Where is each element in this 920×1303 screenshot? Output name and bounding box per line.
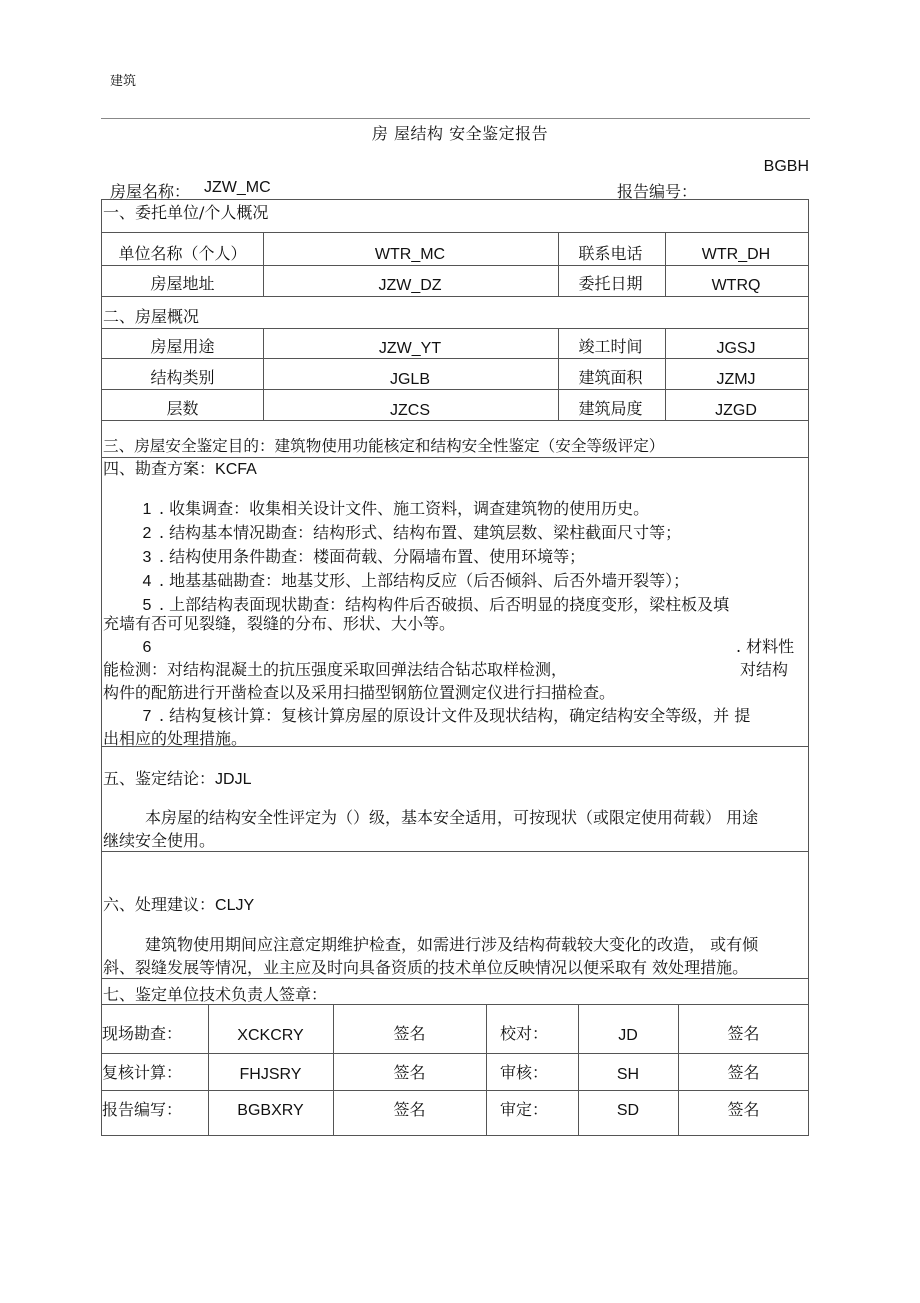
house-name-label: 房屋名称：	[110, 182, 191, 201]
completion-label: 竣工时间	[578, 337, 643, 356]
list-item: 3 . 结构使用条件勘查：楼面荷载、分隔墙布置、使用环境等；	[142, 547, 586, 566]
signature-field[interactable]: 签名	[727, 1100, 760, 1119]
section2-heading: 二、房屋概况	[103, 307, 200, 326]
floors-label: 层数	[166, 399, 199, 418]
report-number-label: 报告编号：	[617, 182, 698, 201]
rule	[102, 978, 808, 979]
signature-field[interactable]: 签名	[727, 1063, 760, 1082]
address-label: 房屋地址	[150, 274, 215, 293]
section6-heading	[103, 895, 254, 916]
usage-label: 房屋用途	[150, 337, 215, 356]
rule	[102, 328, 808, 329]
section4-heading-label: 四、勘查方案：	[103, 459, 216, 478]
signature-field[interactable]: 签名	[727, 1024, 760, 1043]
unit-name-label: 单位名称（个人）	[118, 244, 247, 263]
structure-type-value: JGLB	[389, 371, 430, 388]
item6-line2: 能检测：对结构混凝土的抗压强度采取回弹法结合钻芯取样检测，	[103, 660, 568, 679]
list-item: 5 . 上部结构表面现状勘查：结构构件后否破损、后否明显的挠度变形，梁柱板及填	[142, 595, 730, 614]
usage-value: JZW_YT	[378, 340, 442, 357]
structure-type-label: 结构类别	[150, 368, 215, 387]
completion-value: JGSJ	[716, 340, 756, 357]
section1-heading: 一、委托单位/个人概况	[103, 203, 269, 222]
section7-heading: 七、鉴定单位技术负责人签章：	[103, 985, 328, 1004]
item7-line: 7 . 结构复核计算：复核计算房屋的原设计文件及现状结构，确定结构安全等级，并 提	[142, 706, 751, 725]
survey-plan-list	[135, 497, 807, 617]
section4-heading	[103, 459, 257, 480]
rule	[486, 1004, 487, 1135]
section5-heading	[103, 769, 251, 790]
entrust-date-value: WTRQ	[711, 277, 761, 294]
rule	[102, 232, 808, 233]
signature-field[interactable]: 签名	[393, 1024, 426, 1043]
report-code: BGBH	[763, 158, 809, 175]
section5-heading-label: 五、鉴定结论：	[103, 769, 216, 788]
list-item: 2 . 结构基本情况勘查：结构形式、结构布置、建筑层数、梁柱截面尺寸等；	[142, 523, 682, 542]
report-title: 房 屋结构 安全鉴定报告	[371, 124, 549, 143]
sign-row-label2: 校对：	[500, 1024, 549, 1043]
signature-field[interactable]: 签名	[393, 1100, 426, 1119]
suggestion-line2: 斜、裂缝发展等情况，业主应及时向具备资质的技术单位反映情况以便采取有 效处理措施。	[103, 958, 749, 977]
item6-number: 6	[142, 639, 152, 656]
list-item: 1 . 收集调查：收集相关设计文件、施工资料，调查建筑物的使用历史。	[142, 499, 650, 518]
item6-line3: 构件的配筋进行开凿检查以及采用扫描型钢筋位置测定仪进行扫描检查。	[103, 683, 616, 702]
floor-area-label: 建筑面积	[578, 368, 643, 387]
unit-name-value: WTR_MC	[374, 246, 446, 263]
suggestion-line1: 建筑物使用期间应注意定期维护检查，如需进行涉及结构荷载较大变化的改造， 或有倾	[145, 935, 759, 954]
conclusion-line1: 本房屋的结构安全性评定为（）级，基本安全适用，可按现状（或限定使用荷载） 用途	[145, 808, 759, 827]
item6-right: . 材料性	[736, 637, 795, 656]
header-divider	[101, 118, 810, 119]
sign-row-value2: JD	[618, 1027, 638, 1044]
sign-row-label: 现场勘查：	[102, 1024, 183, 1043]
rule	[102, 457, 808, 458]
item5-continuation: 充墙有否可见裂缝，裂缝的分布、形状、大小等。	[103, 614, 456, 633]
sign-row-value: XCKCRY	[237, 1027, 304, 1044]
building-height-label: 建筑局度	[578, 399, 643, 418]
sign-row-label: 报告编写：	[102, 1100, 183, 1119]
rule	[102, 851, 808, 852]
phone-label: 联系电话	[578, 244, 643, 263]
list-item: 4 . 地基基础勘查：地基艾形、上部结构反应（后否倾斜、后否外墙开裂等）；	[142, 571, 690, 590]
rule	[102, 296, 808, 297]
conclusion-line2: 继续安全使用。	[103, 831, 216, 850]
sign-row-value2: SD	[616, 1102, 640, 1119]
sign-row-label2: 审核：	[500, 1063, 549, 1082]
item7-continuation: 出相应的处理措施。	[103, 729, 248, 748]
section5-heading-value: JDJL	[215, 771, 252, 788]
section3-purpose: 三、房屋安全鉴定目的：建筑物使用功能核定和结构安全性鉴定（安全等级评定）	[103, 437, 665, 455]
section6-heading-value: CLJY	[215, 897, 255, 914]
signature-field[interactable]: 签名	[393, 1063, 426, 1082]
address-value: JZW_DZ	[378, 277, 442, 294]
house-name-value: JZW_MC	[204, 179, 271, 196]
sign-row-label2: 审定：	[500, 1100, 549, 1119]
section4-heading-value: KCFA	[215, 461, 257, 478]
floor-area-value: JZMJ	[716, 371, 756, 388]
sign-row-label: 复核计算：	[102, 1063, 183, 1082]
section6-heading-label: 六、处理建议：	[103, 895, 216, 914]
item6-line2-right: 对结构	[740, 660, 789, 679]
sign-row-value2: SH	[616, 1066, 640, 1083]
floors-value: JZCS	[390, 402, 430, 419]
phone-value: WTR_DH	[701, 246, 771, 263]
page-header-tag: 建筑	[110, 74, 137, 89]
rule	[102, 265, 808, 266]
building-height-value: JZGD	[715, 402, 757, 419]
entrust-date-label: 委托日期	[578, 274, 643, 293]
sign-row-value: BGBXRY	[237, 1102, 304, 1119]
sign-row-value: FHJSRY	[239, 1066, 302, 1083]
